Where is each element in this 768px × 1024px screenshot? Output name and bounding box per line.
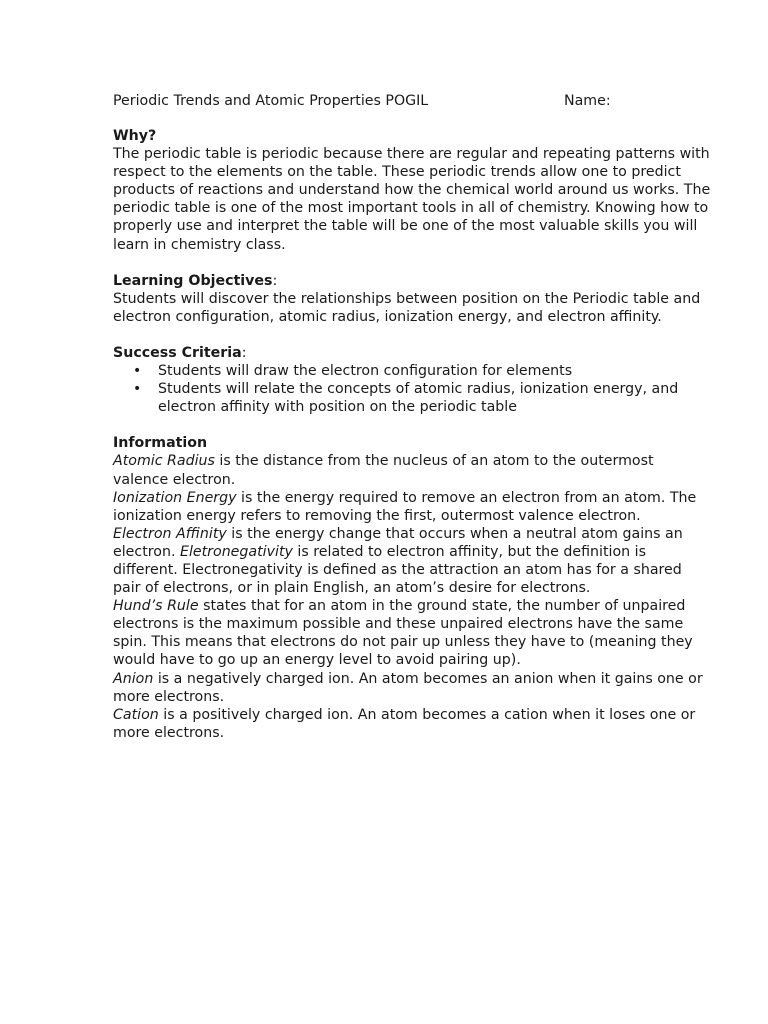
ionization-energy-term: Ionization Energy: [113, 489, 237, 506]
success-heading-line: [113, 344, 713, 362]
information-heading: Information: [113, 435, 208, 452]
electronegativity-term: Eletronegativity: [179, 543, 293, 560]
electron-affinity-definition: is the energy change that occurs when a neutral atom gains an electron.: [113, 525, 683, 560]
objectives-body: Students will discover the relationships between position on the Periodic table and electron configuration, atomic radius, ionization energy, and electron affinity.: [113, 290, 701, 325]
list-item: • Students will draw the electron configuration for elements: [158, 362, 713, 380]
success-list: [113, 362, 713, 416]
objectives-section: [113, 272, 713, 326]
spacer: [113, 416, 713, 434]
ionization-energy-definition: is the energy required to remove an electron from an atom. The ionization energy refers to removing the first, outermost valence electron.: [113, 489, 697, 524]
spacer: [113, 110, 713, 127]
success-section: [113, 344, 713, 416]
hunds-rule-entry: [113, 597, 713, 669]
document-page: [113, 92, 713, 742]
spacer: [113, 326, 713, 344]
electron-affinity-entry: [113, 525, 713, 597]
information-section: [113, 434, 713, 742]
electronegativity-definition: is related to electron affinity, but the definition is different. Electronegativity is defined as the attraction an atom has for a shared pair of electrons, or in plain English, an atom’s desire for electrons.: [113, 543, 682, 597]
anion-term: Anion: [113, 670, 154, 687]
ionization-energy-entry: [113, 489, 713, 525]
atomic-radius-definition: is the distance from the nucleus of an atom to the outermost valence electron.: [113, 453, 654, 488]
hunds-rule-definition: states that for an atom in the ground state, the number of unpaired electrons is the maximum possible and these unpaired electrons have the same spin. This means that electrons do not pair up unless they have to (meaning they would have to go up an energy level to avoid pairing up).: [113, 598, 693, 669]
document-header: [113, 92, 713, 110]
objectives-colon: :: [272, 272, 278, 289]
cation-entry: [113, 706, 713, 742]
cation-term: Cation: [113, 706, 159, 723]
atomic-radius-entry: [113, 452, 713, 488]
why-body: The periodic table is periodic because there are regular and repeating patterns with respect to the elements on the table. These periodic trends allow one to predict products of reactions and understand how the chemical world around us works. The periodic table is one of the most important tools in all of chemistry. Knowing how to properly use and interpret the table will be one of the most valuable skills you will learn in chemistry class.: [113, 146, 711, 253]
spacer: [113, 254, 713, 272]
electron-affinity-term: Electron Affinity: [113, 525, 227, 542]
why-section: [113, 127, 713, 254]
cation-definition: is a positively charged ion. An atom becomes a cation when it loses one or more electrons.: [113, 706, 696, 741]
document-title: Periodic Trends and Atomic Properties POGIL: [113, 93, 429, 109]
hunds-rule-term: Hund’s Rule: [113, 598, 199, 615]
list-item: • Students will relate the concepts of atomic radius, ionization energy, and electron affinity with position on the periodic table: [158, 380, 713, 416]
success-heading: Success Criteria: [113, 344, 242, 361]
objectives-heading: Learning Objectives: [113, 272, 273, 289]
success-colon: :: [241, 344, 247, 361]
objectives-heading-line: [113, 272, 713, 290]
name-label: Name:: [564, 93, 611, 109]
why-heading: Why?: [113, 128, 157, 144]
atomic-radius-term: Atomic Radius: [113, 453, 215, 470]
anion-definition: is a negatively charged ion. An atom becomes an anion when it gains one or more electrons.: [113, 670, 703, 705]
anion-entry: [113, 670, 713, 706]
